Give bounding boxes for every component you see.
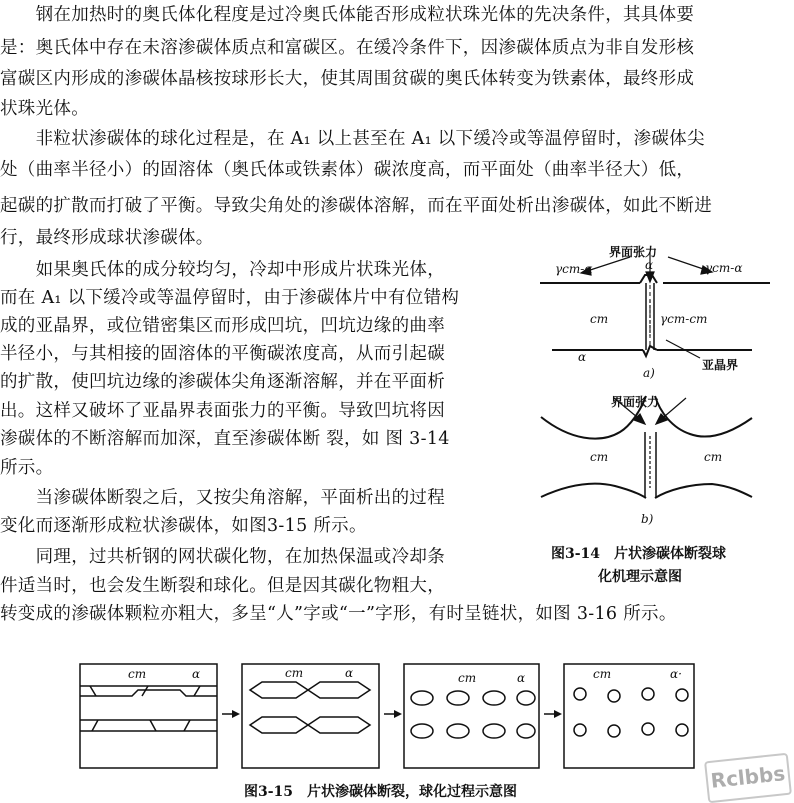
fig315-p2-seg2: [308, 682, 370, 698]
text-line: 非粒状渗碳体的球化过程是，在 A₁ 以上甚至在 A₁ 以下缓冷或等温停留时，渗碳体尖: [0, 129, 705, 149]
fig315-p4-alpha: α·: [670, 667, 682, 681]
text-line: 起碳的扩散而打破了平衡。导致尖角处的渗碳体溶解，而在平面处析出渗碳体，如此不断进: [0, 196, 712, 216]
text-line: 转变成的渗碳体颗粒亦粗大，多呈“人”字或“一”字形，有时呈链状，如图 3-16 所示。: [0, 604, 677, 624]
fig315-p2-seg4: [308, 717, 370, 733]
fig315-p1-cm: cm: [128, 667, 147, 681]
fig315-p3-particle: [517, 691, 535, 705]
fig315-p2-alpha: α: [345, 666, 354, 680]
text-line: 渗碳体的不断溶解而加深，直至渗碳体断 裂，如 图 3-14: [0, 429, 450, 449]
fig314a-alpha-bottom: α: [578, 350, 587, 364]
fig315-p4-sphere: [676, 724, 688, 736]
fig315-p4-sphere: [574, 724, 586, 736]
fig315-p4-sphere: [608, 725, 620, 737]
text-line: 富碳区内形成的渗碳体晶核按球形长大，使其周围贫碳的奥氏体转变为铁素体，最终形成: [0, 69, 695, 89]
text-line: 处（曲率半径小）的固溶体（奥氏体或铁素体）碳浓度高，而平面处（曲率半径大）低，: [0, 160, 695, 180]
fig315-p1-notches-2: [92, 720, 190, 731]
fig314a-cm-label: cm: [590, 312, 609, 326]
text-line: 当渗碳体断裂之后，又按尖角溶解，平面析出的过程: [0, 488, 445, 508]
fig314a-alpha-top: α: [645, 258, 654, 272]
fig315-p3-particle: [411, 691, 433, 705]
fig314a-gamma-left-label: γcm-α: [555, 262, 593, 276]
fig315-p4-sphere: [676, 689, 688, 701]
fig315-p3-particle: [411, 724, 433, 738]
fig314b-bottom-right-curve: [655, 484, 752, 498]
fig315-p3-particle: [517, 724, 535, 738]
fig315-panel-2: [242, 664, 379, 768]
text-line: 件适当时，也会发生断裂和球化。但是因其碳化物粗大，: [0, 576, 445, 596]
fig314b-sub-label: b): [641, 512, 654, 526]
fig314a-bottom-notch: [643, 346, 657, 356]
text-line: 而在 A₁ 以下缓冷或等温停留时，由于渗碳体片中有位错构: [0, 288, 460, 308]
fig314b-top-right-curve: [655, 396, 752, 437]
watermark-logo: Rclbbs: [704, 753, 792, 803]
fig314b-tension-label: 界面张力: [611, 395, 660, 409]
fig314a-sub-label: a): [643, 366, 655, 380]
text-line: 变化而逐渐形成粒状渗碳体，如图3-15 所示。: [0, 516, 367, 536]
fig314-caption-line2: 化机理示意图: [598, 569, 682, 585]
fig315-p3-particle: [483, 691, 505, 705]
text-line: 是：奥氏体中存在未溶渗碳体质点和富碳区。在缓冷条件下，因渗碳体质点为非自发形核: [0, 38, 695, 58]
fig314-caption-line1: 图3-14 片状渗碳体断裂球: [551, 546, 727, 562]
fig315-p3-particle: [483, 724, 505, 738]
text-line: 行，最终形成球状渗碳体。: [0, 228, 214, 248]
text-line: 状珠光体。: [0, 99, 89, 119]
fig314b-bottom-left-curve: [541, 484, 646, 498]
fig315-p2-seg3: [250, 717, 308, 733]
fig315-p3-particle: [447, 691, 469, 705]
text-line: 同理，过共析钢的网状碳化物，在加热保温或冷却条: [0, 547, 445, 567]
fig314a-gamma-vert-label: γcm-cm: [660, 312, 708, 326]
text-line: 出。这样又破坏了亚晶界表面张力的平衡。导致凹坑将因: [0, 401, 445, 421]
fig315-p1-alpha: α: [192, 667, 201, 681]
fig314b-cm-right: cm: [704, 450, 723, 464]
fig315-p2-cm: cm: [285, 666, 304, 680]
fig314a-gamma-right-label: γcm-α: [705, 261, 743, 275]
text-line: 的扩散，使凹坑边缘的渗碳体尖角逐渐溶解，并在平面析: [0, 372, 445, 392]
text-line: 如果奥氏体的成分较均匀，冷却中形成片状珠光体，: [0, 260, 445, 280]
fig315-p3-alpha: α: [517, 671, 526, 685]
fig315-p4-sphere: [642, 688, 654, 700]
fig315-p4-sphere: [642, 723, 654, 735]
fig315-p3-particle: [447, 724, 469, 738]
fig315-p4-cm: cm: [593, 667, 612, 681]
text-line: 所示。: [0, 458, 54, 478]
text-line: 钢在加热时的奥氏体化程度是过冷奥氏体能否形成粒状珠光体的先决条件，其具体要: [0, 5, 695, 25]
fig315-p4-sphere: [574, 688, 586, 700]
fig315-p3-cm: cm: [458, 671, 477, 685]
fig314a-subgrain-label: 亚晶界: [702, 358, 739, 372]
fig315-caption: 图3-15 片状渗碳体断裂，球化过程示意图: [244, 784, 518, 800]
fig314a-tension-label: 界面张力: [609, 245, 658, 259]
fig315-p2-seg1: [250, 682, 308, 698]
text-line: 成的亚晶界，或位错密集区而形成凹坑，凹坑边缘的曲率: [0, 316, 445, 336]
fig314b-cm-left: cm: [590, 450, 609, 464]
text-line: 半径小，与其相接的固溶体的平衡碳浓度高，从而引起碳: [0, 344, 445, 364]
fig315-p4-sphere: [608, 690, 620, 702]
